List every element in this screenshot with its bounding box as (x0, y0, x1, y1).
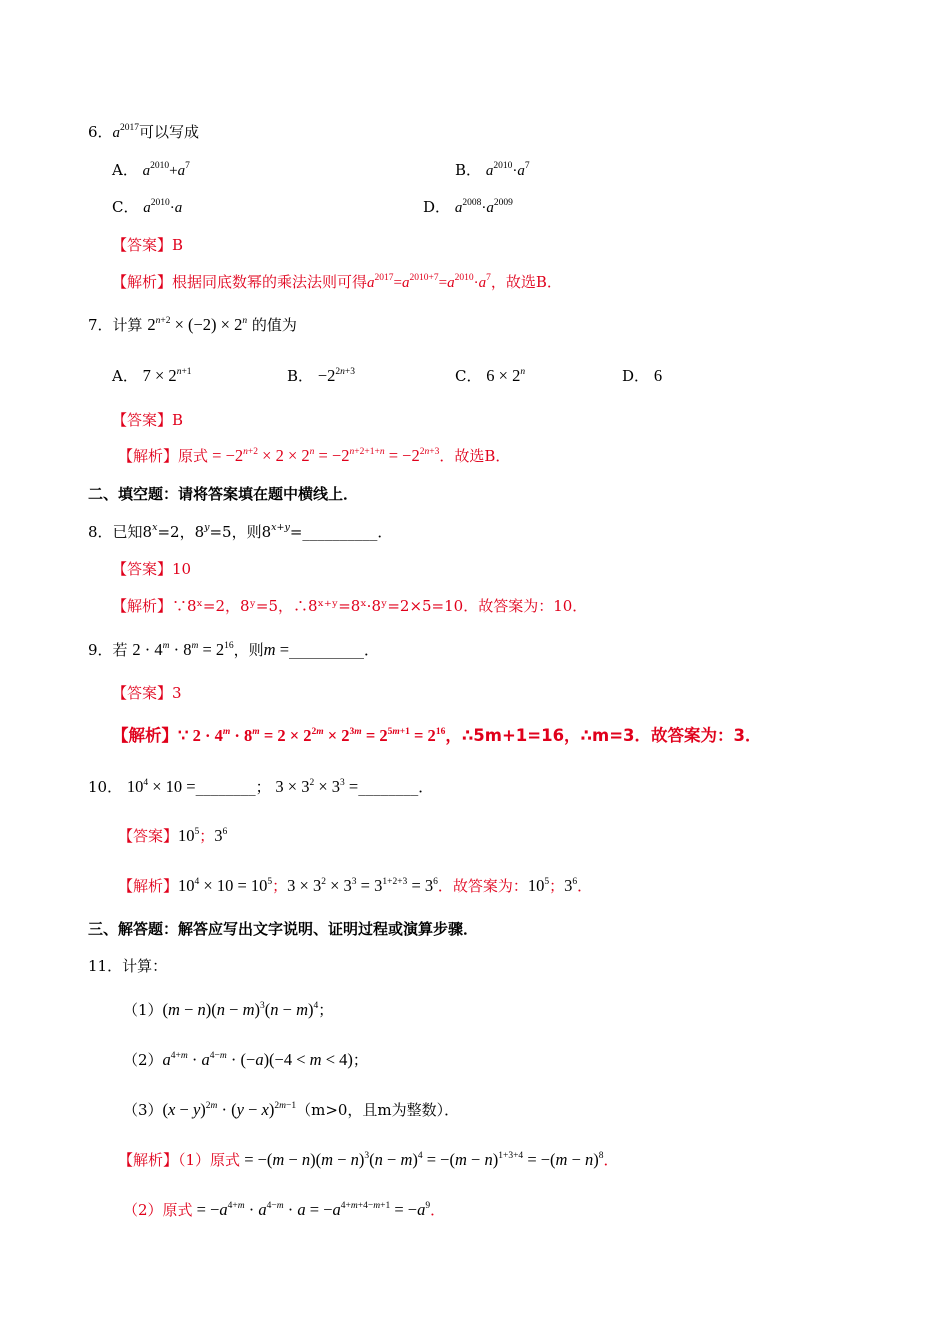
q9-answer: 【答案】3 (112, 684, 182, 702)
q11-analysis-2: （2）原式 = $-a^{4+m} \cdot a^{4-m} \cdot a = -a^{4+m+4-m+1} = -a^9$． (123, 1200, 446, 1219)
q11-part-3: $(3)(x - y)^{2m} \cdot (y - x)^{2m-1}(m>0$，且m为整数）． (123, 1100, 460, 1119)
q7-option-a: A． $7 \times 2^{n+1}$ (112, 366, 192, 385)
q7-option-c: C． $6 \times 2^n$ (455, 366, 526, 385)
q11-part-1: $(1)(m - n)(n - m)^3(n - m)^4$； (123, 1000, 334, 1019)
question-10-stem: 10． $10^4 \times 10$ =________； $3 \times 3^2 \times 3^3$ =________． (88, 777, 434, 796)
q7-option-d: D． 6 (622, 366, 663, 385)
question-9-stem: 9．若 $2 \cdot 4^m \cdot 8^m = 2^{16}$，则m =__________． (88, 640, 380, 659)
question-8-stem: 8．已知$8^x=2$，$8^y=5$，则$8^{x+y}=\_\_\_\_\_\_\_\_\_\_$． (88, 522, 393, 541)
section-2-heading: 二、填空题：请将答案填在题中横线上． (88, 485, 359, 503)
question-number: 6． (88, 123, 113, 141)
q11-analysis-1: 【解析】（1）原式 = $-(m - n)(m - n)^3(n - m)^4 = -(m - n)^{1+3+4} = -(m - n)^8$． (118, 1150, 619, 1169)
q6-option-a: A． $a^{2010}+a^7$ (112, 161, 190, 179)
question-7-stem: 7．计算 $2^{n+2} \times (-2) \times 2^n$ 的值为 (88, 315, 297, 334)
q6-analysis: 【解析】根据同底数幂的乘法法则可得$a^{2017}=a^{2010+7}=a^{2010}\cdot a^7$，故选B． (112, 273, 562, 291)
q10-answer: 【答案】$10^5$；$3^6$ (118, 826, 228, 845)
q6-option-b: B． $a^{2010}\cdot a^7$ (455, 161, 530, 179)
q6-option-d: D． $a^{2008}\cdot a^{2009}$ (423, 198, 513, 216)
q8-analysis: 【解析】∵8ˣ=2，8ʸ=5，∴8ˣ⁺ʸ=8ˣ·8ʸ=2×5=10．故答案为：10． (112, 597, 588, 615)
q7-answer: 【答案】B (112, 411, 184, 429)
q7-analysis: 【解析】原式 = $-2^{n+2} \times 2 \times 2^n = -2^{n+2+1+n} = -2^{2n+3}$．故选B． (118, 446, 511, 465)
q7-option-b: B． $-2^{2n+3}$ (287, 366, 355, 385)
question-text: 可以写成 (139, 123, 200, 141)
q6-option-c: C． $a^{2010}\cdot a$ (112, 198, 183, 216)
question-11-stem: 11．计算： (88, 957, 168, 975)
q8-answer: 【答案】10 (112, 560, 192, 578)
section-3-heading: 三、解答题：解答应写出文字说明、证明过程或演算步骤． (88, 920, 479, 938)
q10-analysis: 【解析】$10^4 \times 10 = 10^5$；$3 \times 3^2 \times 3^3 = 3^{1+2+3} = 3^6$．故答案为：$10^5$；$3^6$． (118, 876, 593, 895)
question-6-stem: 6．$a^{2017}$可以写成 (88, 123, 200, 141)
q6-answer: 【答案】B (112, 236, 184, 254)
q9-analysis: 【解析】∵ $2 \cdot 4^m \cdot 8^m = 2 \times 2^{2m} \times 2^{3m} = 2^{5m+1} = 2^{16}$，∴5m+1=16，∴m=3．故答案为：3． (112, 726, 762, 745)
q11-part-2: $(2)a^{4+m} \cdot a^{4-m} \cdot (-a)(-4 < m < 4)$； (123, 1050, 368, 1069)
